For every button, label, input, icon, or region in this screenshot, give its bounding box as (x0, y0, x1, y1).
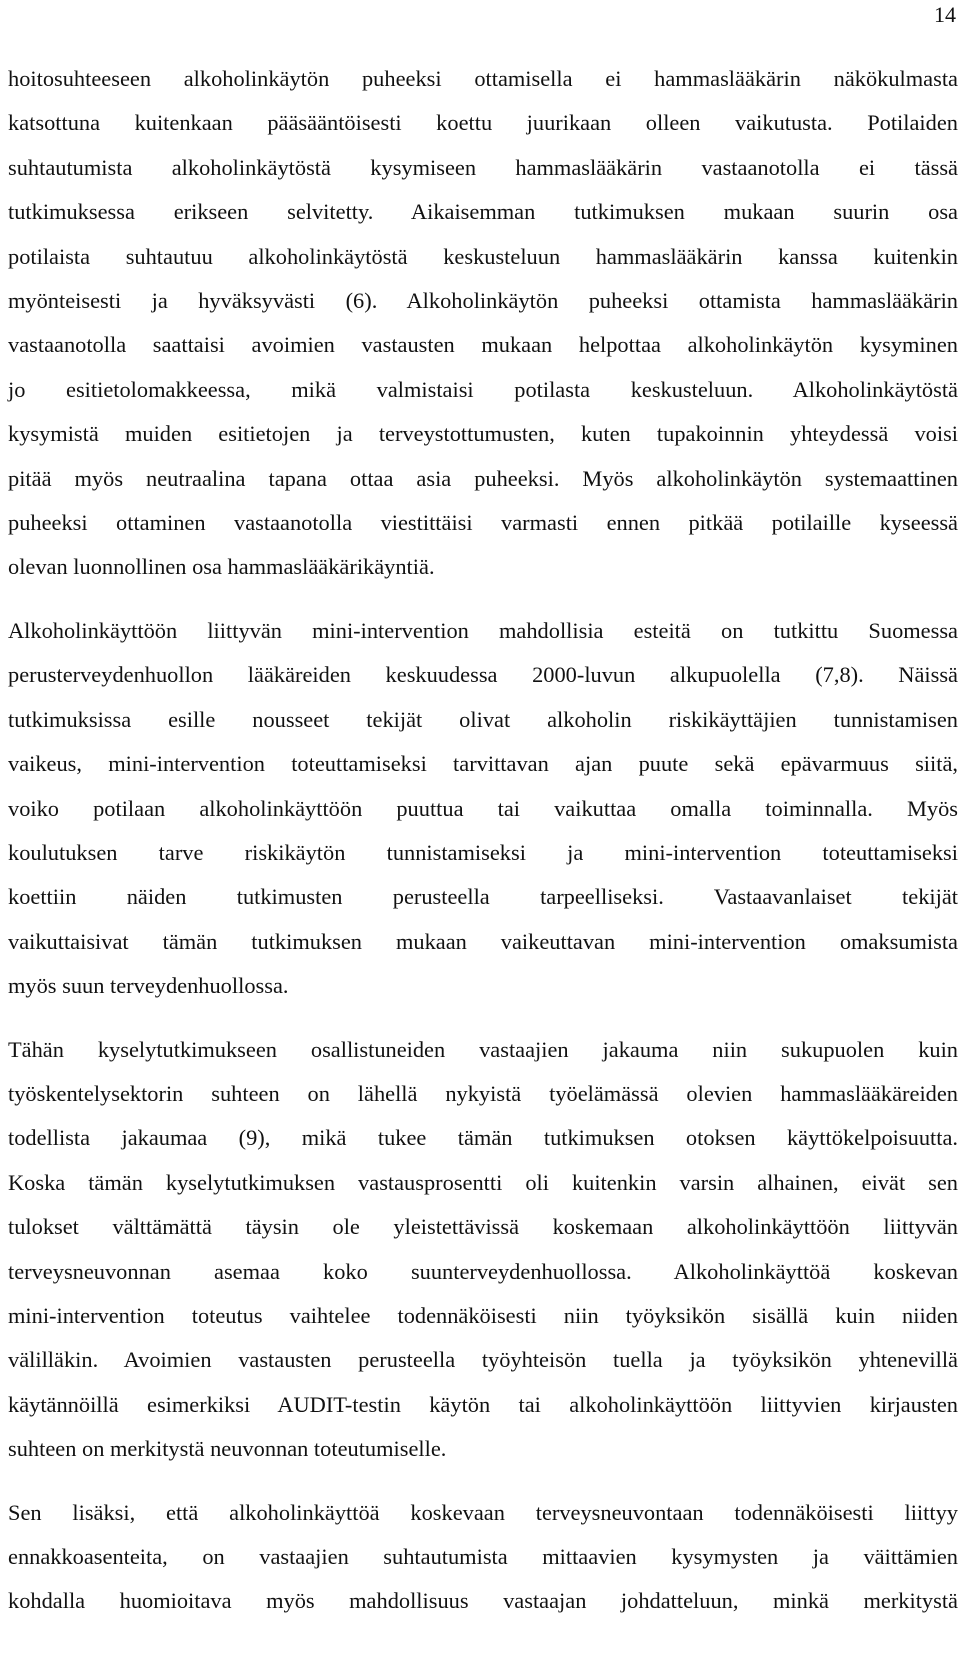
text-line: perusterveydenhuollon lääkäreiden keskuudessa 2000-luvun alkupuolella (7,8). Näissä (8, 662, 958, 688)
text-line: koettiin näiden tutkimusten perusteella tarpeelliseksi. Vastaavanlaiset tekijät (8, 884, 958, 910)
text-line: käytännöillä esimerkiksi AUDIT-testin käytön tai alkoholinkäyttöön liittyvien kirjausten (8, 1391, 958, 1417)
paragraph-2 (8, 609, 958, 1009)
text-line: vaikeus, mini-intervention toteuttamiseksi tarvittavan ajan puute sekä epävarmuus siitä, (8, 751, 958, 777)
text-line: olevan luonnollinen osa hammaslääkärikäyntiä. (8, 554, 435, 580)
text-line: mini-intervention toteutus vaihtelee todennäköisesti niin työyksikön sisällä kuin niiden (8, 1302, 958, 1328)
text-line: suhteen on merkitystä neuvonnan toteutumiselle. (8, 1436, 447, 1462)
body-text (8, 57, 958, 1624)
text-line: vastaanotolla saattaisi avoimien vastausten mukaan helpottaa alkoholinkäytön kysyminen (8, 332, 958, 358)
text-line: Alkoholinkäyttöön liittyvän mini-intervention mahdollisia esteitä on tutkittu Suomessa (8, 617, 958, 643)
text-line: myös suun terveydenhuollossa. (8, 973, 289, 999)
text-line: Tähän kyselytutkimukseen osallistuneiden vastaajien jakauma niin sukupuolen kuin (8, 1036, 958, 1062)
text-line: kohdalla huomioitava myös mahdollisuus vastaajan johdatteluun, minkä merkitystä (8, 1588, 958, 1614)
text-line: todellista jakaumaa (9), mikä tukee tämän tutkimuksen otoksen käyttökelpoisuutta. (8, 1125, 958, 1151)
text-line: Sen lisäksi, että alkoholinkäyttöä koskevaan terveysneuvontaan todennäköisesti liittyy (8, 1499, 958, 1525)
text-line: jo esitietolomakkeessa, mikä valmistaisi potilasta keskusteluun. Alkoholinkäytöstä (8, 376, 958, 402)
page-number: 14 (934, 2, 956, 27)
text-line: puheeksi ottaminen vastaanotolla viestittäisi varmasti ennen pitkää potilaille kyseessä (8, 510, 958, 536)
text-line: ennakkoasenteita, on vastaajien suhtautumista mittaavien kysymysten ja väittämien (8, 1544, 958, 1569)
text-line: hoitosuhteeseen alkoholinkäytön puheeksi ottamisella ei hammaslääkärin näkökulmasta (8, 66, 958, 91)
text-line: vaikuttaisivat tämän tutkimuksen mukaan vaikeuttavan mini-intervention omaksumista (8, 928, 958, 954)
paragraph-1 (8, 57, 958, 590)
text-line: katsottuna kuitenkaan pääsääntöisesti koettu juurikaan olleen vaikutusta. Potilaiden (8, 110, 958, 136)
text-line: suhtautumista alkoholinkäytöstä kysymiseen hammaslääkärin vastaanotolla ei tässä (8, 154, 958, 180)
text-line: kysymistä muiden esitietojen ja terveystottumusten, kuten tupakoinnin yhteydessä voisi (8, 421, 958, 447)
text-line: potilaista suhtautuu alkoholinkäytöstä keskusteluun hammaslääkärin kanssa kuitenkin (8, 243, 958, 269)
text-line: tutkimuksessa erikseen selvitetty. Aikaisemman tutkimuksen mukaan suurin osa (8, 199, 958, 225)
text-line: välilläkin. Avoimien vastausten perusteella työyhteisön tuella ja työyksikön yhtenevillä (8, 1347, 958, 1373)
text-line: tulokset välttämättä täysin ole yleistettävissä koskemaan alkoholinkäyttöön liittyvän (8, 1214, 958, 1240)
text-line: työskentelysektorin suhteen on lähellä nykyistä työelämässä olevien hammaslääkäreiden (8, 1080, 958, 1106)
text-line: pitää myös neutraalina tapana ottaa asia puheeksi. Myös alkoholinkäytön systemaattinen (8, 465, 958, 491)
text-line: voiko potilaan alkoholinkäyttöön puuttua tai vaikuttaa omalla toiminnalla. Myös (8, 795, 958, 821)
text-line: Koska tämän kyselytutkimuksen vastausprosentti oli kuitenkin varsin alhainen, eivät sen (8, 1169, 958, 1195)
text-line: myönteisesti ja hyväksyvästi (6). Alkoholinkäytön puheeksi ottamista hammaslääkärin (8, 288, 958, 314)
text-line: tutkimuksissa esille nousseet tekijät olivat alkoholin riskikäyttäjien tunnistamisen (8, 706, 958, 732)
paragraph-4 (8, 1491, 958, 1624)
text-line: koulutuksen tarve riskikäytön tunnistamiseksi ja mini-intervention toteuttamiseksi (8, 839, 958, 865)
text-line: terveysneuvonnan asemaa koko suunterveydenhuollossa. Alkoholinkäyttöä koskevan (8, 1258, 958, 1284)
paragraph-3 (8, 1028, 958, 1472)
